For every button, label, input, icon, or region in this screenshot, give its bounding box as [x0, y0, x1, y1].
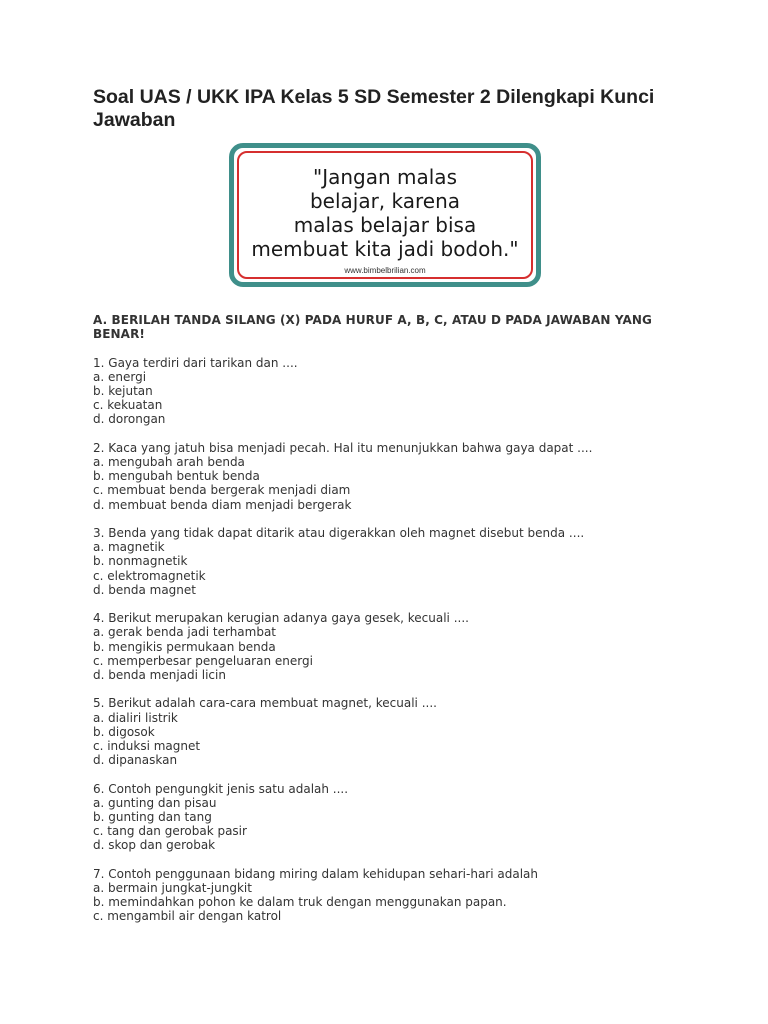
answer-option: b. nonmagnetik: [93, 554, 188, 569]
answer-option: d. membuat benda diam menjadi bergerak: [93, 497, 352, 512]
answer-option: a. bermain jungkat-jungkit: [93, 881, 252, 896]
quote-text: [239, 165, 531, 261]
answer-option: a. magnetik: [93, 540, 165, 555]
answer-option: c. membuat benda bergerak menjadi diam: [93, 483, 351, 498]
question-text: 3. Benda yang tidak dapat ditarik atau digerakkan oleh magnet disebut benda ....: [93, 526, 585, 540]
answer-option: d. benda magnet: [93, 582, 196, 597]
answer-option: c. tang dan gerobak pasir: [93, 824, 247, 839]
question-text: 4. Berikut merupakan kerugian adanya gaya gesek, kecuali ....: [93, 611, 469, 626]
answer-option: a. mengubah arah benda: [93, 455, 245, 469]
question-7: [93, 867, 693, 924]
quote-inner-border: [237, 151, 533, 279]
answer-option: b. mengikis permukaan benda: [93, 639, 276, 654]
answer-option: a. dialiri listrik: [93, 710, 178, 725]
question-1: [93, 356, 693, 427]
answer-option: a. energi: [93, 369, 147, 384]
answer-option: c. kekuatan: [93, 398, 163, 413]
answer-option: d. skop dan gerobak: [93, 838, 216, 853]
answer-option: d. dorongan: [93, 412, 166, 427]
page-title: Soal UAS / UKK IPA Kelas 5 SD Semester 2 Dilengkapi Kunci Jawaban: [93, 86, 655, 131]
question-text: 2. Kaca yang jatuh bisa menjadi pecah. Hal itu menunjukkan bahwa gaya dapat ....: [93, 440, 593, 455]
question-text: 7. Contoh penggunaan bidang miring dalam kehidupan sehari-hari adalah: [93, 866, 538, 881]
question-text: 6. Contoh pengungkit jenis satu adalah ....: [93, 781, 349, 796]
answer-option: a. gerak benda jadi terhambat: [93, 625, 277, 640]
quote-line: belajar, karena: [309, 189, 461, 213]
question-5: [93, 696, 693, 767]
quote-source-url: www.bimbelbrilian.com: [344, 266, 426, 275]
question-3: [93, 526, 693, 597]
answer-option: b. memindahkan pohon ke dalam truk dengan menggunakan papan.: [93, 895, 507, 910]
quote-line: "Jangan malas: [313, 165, 457, 189]
answer-option: c. memperbesar pengeluaran energi: [93, 653, 313, 668]
answer-option: b. kejutan: [93, 384, 153, 398]
answer-option: b. mengubah bentuk benda: [93, 469, 260, 484]
section-heading: A. BERILAH TANDA SILANG (X) PADA HURUF A, B, C, ATAU D PADA JAWABAN YANG BENAR!: [93, 313, 652, 342]
answer-option: c. elektromagnetik: [93, 568, 206, 583]
question-text: 1. Gaya terdiri dari tarikan dan ....: [93, 355, 298, 370]
quote-line: malas belajar bisa: [293, 213, 477, 237]
quote-line: membuat kita jadi bodoh.": [251, 237, 519, 261]
question-4: [93, 611, 693, 682]
question-2: [93, 441, 693, 512]
answer-option: b. digosok: [93, 724, 155, 739]
answer-option: d. dipanaskan: [93, 753, 178, 768]
answer-option: d. benda menjadi licin: [93, 668, 226, 683]
question-6: [93, 782, 693, 853]
answer-option: c. mengambil air dengan katrol: [93, 909, 282, 924]
answer-option: a. gunting dan pisau: [93, 795, 217, 810]
quote-image: [229, 143, 541, 287]
question-section: [93, 313, 693, 938]
answer-option: b. gunting dan tang: [93, 810, 212, 825]
answer-option: c. induksi magnet: [93, 739, 201, 754]
question-text: 5. Berikut adalah cara-cara membuat magnet, kecuali ....: [93, 696, 437, 711]
